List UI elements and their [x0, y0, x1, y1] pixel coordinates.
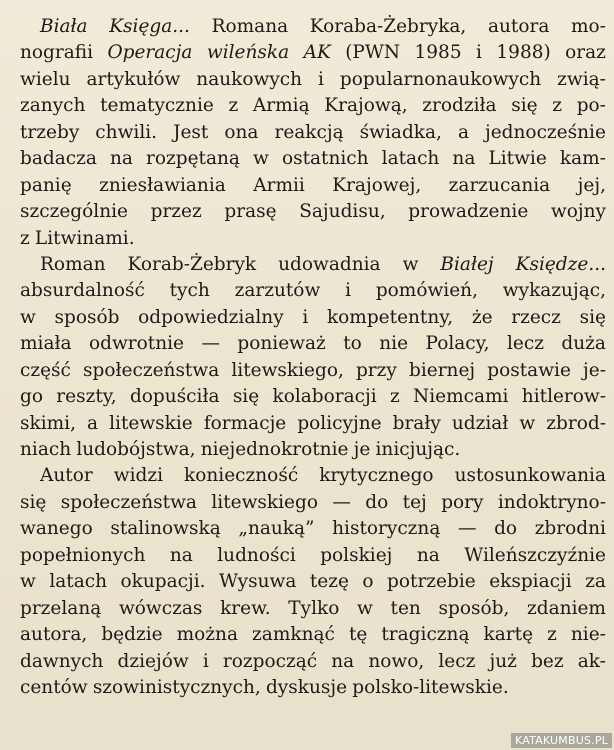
word: reszty, [56, 386, 117, 408]
word: można [176, 624, 238, 646]
word: 1988) [496, 42, 551, 64]
word: Krajowej, [332, 174, 422, 196]
text-line [20, 173, 606, 199]
word: autora, [20, 624, 88, 646]
word: zarzucania [448, 174, 551, 196]
word: wanego [20, 518, 93, 540]
word: litewskiego [211, 491, 318, 513]
text-line [20, 146, 606, 172]
word: mo- [571, 16, 606, 37]
word: (PWN [345, 42, 401, 64]
word: okupacji. [120, 571, 206, 593]
word: biernej [408, 359, 476, 381]
word: będzie [101, 624, 163, 646]
word: tych [169, 280, 210, 302]
text-line [20, 331, 606, 357]
word: Operacja [107, 42, 193, 64]
text-line [20, 463, 606, 489]
word: dyskusje [265, 676, 348, 698]
word: Polacy, [425, 333, 490, 355]
word: w [253, 148, 269, 170]
word: popularnonaukowych [339, 68, 542, 90]
word: Litwinami. [34, 227, 135, 249]
word: ekspiacji [489, 571, 572, 593]
word: Tylko [288, 597, 340, 619]
word: rzecz [511, 306, 561, 328]
word: 1985 [414, 42, 462, 64]
word: — [332, 491, 351, 513]
word: Romana [211, 16, 289, 37]
word: ostatnich [281, 148, 369, 170]
paragraph [20, 14, 606, 252]
word: Korab-Żebryk [127, 253, 257, 275]
text-line [20, 622, 606, 648]
word: szczególnie [20, 201, 128, 223]
word: naukowych [196, 68, 303, 90]
word: Biała [40, 16, 88, 37]
word: zarzutów [234, 280, 321, 302]
word: udział [451, 412, 509, 434]
word: Księdze... [515, 253, 606, 275]
word: go [20, 386, 43, 408]
word: i [318, 68, 324, 90]
word: i [476, 42, 482, 64]
word: jej, [577, 174, 606, 196]
word: odpowiedzialny [138, 306, 284, 328]
word: brały [392, 412, 441, 434]
word: chwili. [95, 121, 158, 143]
word: potrzebie [387, 571, 476, 593]
word: dziejów [117, 650, 189, 672]
word: dawnych [20, 650, 104, 672]
text-line [20, 358, 606, 384]
word: ludności [217, 544, 296, 566]
word: konieczność [184, 465, 299, 487]
word: zwią- [557, 68, 606, 90]
word: litewskiego, [231, 359, 344, 381]
word: odwrotnie [88, 333, 184, 355]
text-line [20, 199, 606, 225]
word: niach [20, 439, 72, 460]
word: pory [441, 491, 484, 513]
word: AK [303, 42, 331, 64]
review-text [20, 14, 606, 701]
word: krew. [220, 597, 271, 619]
word: Krajową, [324, 95, 408, 117]
word: tej [402, 491, 427, 513]
word: jednocześnie [484, 121, 606, 143]
word: tę [348, 624, 368, 646]
word: Koraba-Żebryka, [309, 16, 467, 37]
word: po- [576, 95, 606, 117]
word: Księga... [109, 16, 190, 37]
word: bez [531, 650, 564, 672]
word: w [20, 571, 36, 593]
word: Wileńszczyźnie [464, 544, 606, 566]
word: z [552, 95, 563, 117]
word: zbrod- [546, 412, 606, 434]
word: sposób [54, 306, 120, 328]
word: absurdalność [20, 280, 145, 302]
word: przy [355, 359, 397, 381]
word: w [402, 253, 419, 275]
word: zniesławiania [99, 174, 226, 196]
word: — [201, 333, 220, 355]
word: to [343, 333, 362, 355]
word: policyjne [297, 412, 382, 434]
word: polsko-litewskie. [352, 676, 509, 698]
word: pomówień, [375, 280, 478, 302]
word: kam- [559, 148, 606, 170]
word: oraz [565, 42, 606, 64]
word: Wysuwa [219, 571, 297, 593]
word: popełnionych [20, 544, 146, 566]
word: wielu [20, 68, 71, 90]
word: polskiej [320, 544, 393, 566]
word: kolaboracji [272, 386, 377, 408]
word: z [20, 227, 30, 249]
word: ludobójstwa, [76, 439, 196, 460]
word: na [331, 650, 355, 672]
word: udowadnia [278, 253, 381, 275]
word: tragiczną [381, 624, 470, 646]
word: ak- [577, 650, 606, 672]
word: latach [49, 571, 108, 593]
text-line [20, 649, 606, 675]
word: świadka, [359, 121, 442, 143]
word: Sajudisu, [299, 201, 386, 223]
word: badacza [20, 148, 97, 170]
word: krytycznego [319, 465, 434, 487]
text-line [20, 516, 606, 542]
text-line [20, 305, 606, 331]
word: nie [379, 333, 409, 355]
paragraph [20, 252, 606, 464]
word: Jest [173, 121, 209, 143]
word: — [457, 518, 477, 540]
word: ten [390, 597, 421, 619]
word: inicjując. [375, 439, 461, 460]
word: się [579, 306, 606, 328]
word: nografii [20, 42, 94, 64]
text-line [20, 120, 606, 146]
word: widzi [113, 465, 163, 487]
word: a [87, 412, 99, 434]
word: o [362, 571, 374, 593]
text-line [20, 93, 606, 119]
word: latach [381, 148, 440, 170]
word: postawie [487, 359, 571, 381]
word: kompetentny, [326, 306, 454, 328]
word: duża [561, 333, 606, 355]
word: dopuściła [129, 386, 220, 408]
word: z [389, 386, 400, 408]
word: litewskie [109, 412, 193, 434]
word: społeczeństwa [83, 359, 220, 381]
word: je- [583, 359, 606, 381]
word: do [365, 491, 389, 513]
word: formacje [203, 412, 287, 434]
text-line [20, 40, 606, 66]
word: ustosunkowania [454, 465, 606, 487]
word: Armią [252, 95, 310, 117]
word: wojny [550, 201, 606, 223]
word: przez [150, 201, 202, 223]
word: rozpocząć [222, 650, 318, 672]
word: zrodziła [422, 95, 497, 117]
word: i [302, 306, 309, 328]
word: wykazując, [502, 280, 606, 302]
text-line [20, 569, 606, 595]
word: trzeby [20, 121, 80, 143]
word: ona [224, 121, 259, 143]
word: panię [20, 174, 72, 196]
word: się [511, 95, 538, 117]
word: Niemcami [413, 386, 509, 408]
word: prasę [224, 201, 277, 223]
word: na [416, 544, 440, 566]
word: nie- [570, 624, 606, 646]
word: w [519, 412, 536, 434]
text-line [20, 490, 606, 516]
word: Litwie [488, 148, 547, 170]
word: lecz [438, 650, 476, 672]
word: Roman [40, 253, 106, 275]
word: część [20, 359, 71, 381]
word: skimi, [20, 412, 76, 434]
word: w [357, 597, 373, 619]
word: hitlerow- [521, 386, 606, 408]
word: tezę [309, 571, 349, 593]
word: w [20, 306, 36, 328]
word: je [353, 439, 371, 460]
text-line [20, 67, 606, 93]
word: historyczną [332, 518, 441, 540]
word: ponieważ [237, 333, 326, 355]
text-line [20, 14, 606, 40]
paragraph [20, 463, 606, 701]
word: się [232, 386, 260, 408]
word: niejednokrotnie [200, 439, 349, 460]
word: i [202, 650, 209, 672]
word: wileńska [206, 42, 290, 64]
word: zanych [20, 95, 86, 117]
text-line [20, 252, 606, 278]
text-line [20, 596, 606, 622]
word: autora [487, 16, 550, 37]
word: indoktryno- [497, 491, 606, 513]
word: sposób, [438, 597, 510, 619]
text-line [20, 437, 606, 463]
word: i [345, 280, 352, 302]
word: kartę [483, 624, 534, 646]
word: centów [20, 676, 88, 698]
word: a [457, 121, 469, 143]
word: na [452, 148, 476, 170]
word: z [228, 95, 239, 117]
word: na [169, 544, 193, 566]
word: prowadzenie [408, 201, 529, 223]
word: stalinowską [110, 518, 221, 540]
word: miała [20, 333, 72, 355]
word: zdaniem [527, 597, 606, 619]
text-line [20, 384, 606, 410]
text-line [20, 543, 606, 569]
text-line [20, 278, 606, 304]
word: szowinistycznych, [92, 676, 261, 698]
word: przelaną [20, 597, 102, 619]
word: się [20, 491, 47, 513]
word: Armii [253, 174, 305, 196]
word: reakcją [274, 121, 344, 143]
word: „nauką” [238, 518, 315, 540]
word: artykułów [86, 68, 181, 90]
word: zbrodni [534, 518, 606, 540]
word: na [109, 148, 133, 170]
word: nowo, [368, 650, 425, 672]
text-line [20, 226, 606, 252]
text-line [20, 411, 606, 437]
word: zamknąć [252, 624, 335, 646]
word: już [489, 650, 517, 672]
text-line [20, 675, 606, 701]
word: z [547, 624, 557, 646]
word: społeczeństwa [60, 491, 197, 513]
word: do [494, 518, 518, 540]
word: lecz [506, 333, 544, 355]
word: że [471, 306, 493, 328]
word: Białej [440, 253, 494, 275]
word: za [585, 571, 606, 593]
word: rozpętaną [146, 148, 240, 170]
watermark: KATAKUMBUS.PL [511, 733, 612, 748]
word: tematycznie [100, 95, 214, 117]
word: wówczas [118, 597, 203, 619]
word: Autor [40, 465, 93, 487]
